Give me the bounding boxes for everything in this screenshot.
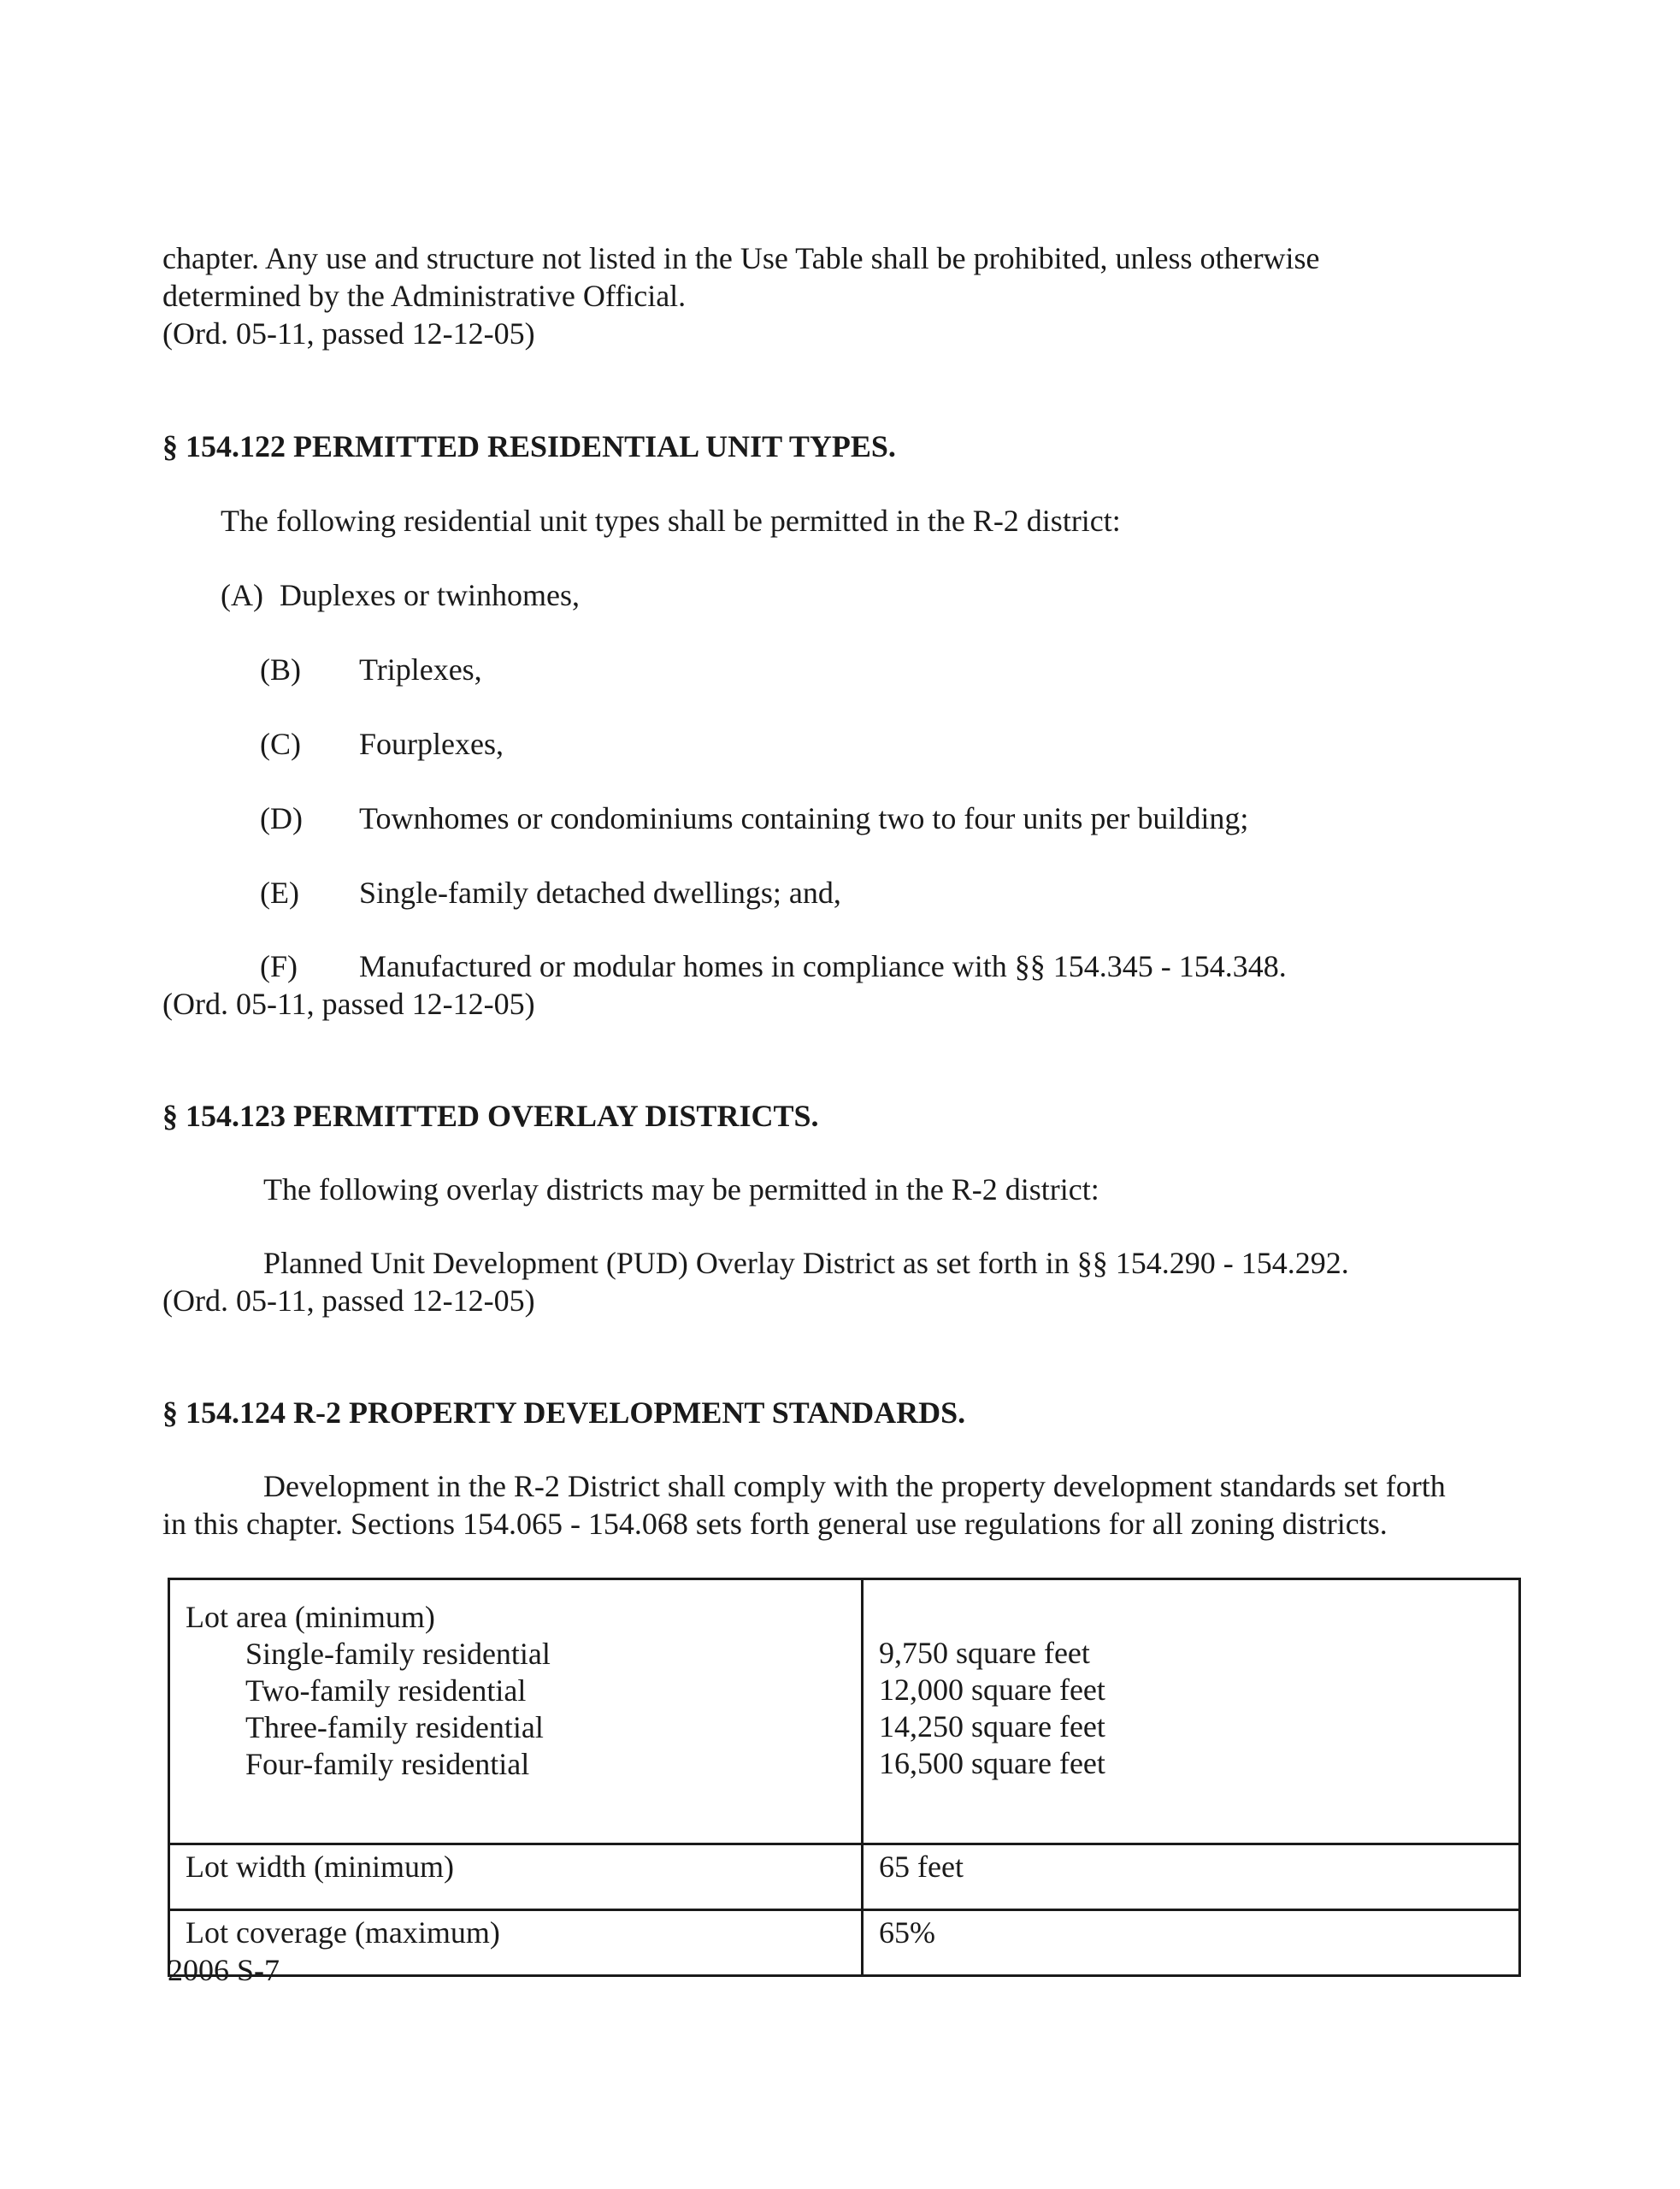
list-item-f-text: Manufactured or modular homes in compliance with §§ 154.345 - 154.348. [359,949,1287,983]
list-item-a-text: Duplexes or twinhomes, [280,578,580,612]
table-row-lot-area [169,1579,1520,1844]
list-item-b-text: Triplexes, [359,652,482,687]
lot-coverage-value: 65% [863,1910,1520,1976]
list-item-a-label: (A) [221,578,263,612]
lot-width-label: Lot width (minimum) [169,1844,863,1910]
list-item-b-label: (B) [260,652,301,687]
lot-area-type: Single-family residential [245,1637,551,1671]
development-standards-table [168,1578,1521,1977]
intro-line-2: determined by the Administrative Official. [162,279,687,313]
lot-area-cell [169,1579,863,1844]
list-item-f-label: (F) [260,949,298,983]
section-154-122-heading: § 154.122 PERMITTED RESIDENTIAL UNIT TYPES. [162,429,896,463]
section-154-123-intro: The following overlay districts may be permitted in the R-2 district: [263,1172,1099,1207]
list-item-e-label: (E) [260,876,299,910]
lot-area-type: Three-family residential [245,1710,544,1744]
section-154-122-intro: The following residential unit types shall be permitted in the R-2 district: [221,504,1121,538]
section-154-122-ordinance: (Ord. 05-11, passed 12-12-05) [162,987,535,1021]
lot-area-value: 9,750 square feet [879,1636,1090,1670]
list-item-d-text: Townhomes or condominiums containing two to four units per building; [359,801,1249,835]
lot-area-values-cell [863,1579,1520,1844]
section-154-123-ordinance: (Ord. 05-11, passed 12-12-05) [162,1283,535,1318]
list-item-e-text: Single-family detached dwellings; and, [359,876,841,910]
page-footer: 2006 S-7 [168,1953,280,1987]
lot-area-label: Lot area (minimum) [186,1600,435,1634]
list-item-d-label: (D) [260,801,303,835]
lot-width-value: 65 feet [863,1844,1520,1910]
lot-area-value: 12,000 square feet [879,1673,1105,1707]
table-row-lot-width [169,1844,1520,1910]
lot-area-type: Four-family residential [245,1747,530,1781]
list-item-c-label: (C) [260,727,301,761]
lot-area-value: 16,500 square feet [879,1746,1105,1780]
intro-line-1: chapter. Any use and structure not listed in the Use Table shall be prohibited, unless otherwise [162,241,1320,275]
list-item-c-text: Fourplexes, [359,727,504,761]
lot-area-type: Two-family residential [245,1673,527,1708]
section-154-123-heading: § 154.123 PERMITTED OVERLAY DISTRICTS. [162,1099,819,1133]
section-154-124-heading: § 154.124 R-2 PROPERTY DEVELOPMENT STANDARDS. [162,1395,966,1430]
section-154-124-paragraph-line-2: in this chapter. Sections 154.065 - 154.068 sets forth general use regulations for all zoning districts. [162,1507,1388,1541]
lot-coverage-label: Lot coverage (maximum) [169,1910,863,1976]
table-row-lot-coverage [169,1910,1520,1976]
lot-area-value: 14,250 square feet [879,1709,1105,1744]
section-154-123-body: Planned Unit Development (PUD) Overlay District as set forth in §§ 154.290 - 154.292. [263,1246,1349,1280]
intro-ordinance: (Ord. 05-11, passed 12-12-05) [162,316,535,351]
section-154-124-paragraph-line-1: Development in the R-2 District shall comply with the property development standards set forth [263,1469,1446,1503]
